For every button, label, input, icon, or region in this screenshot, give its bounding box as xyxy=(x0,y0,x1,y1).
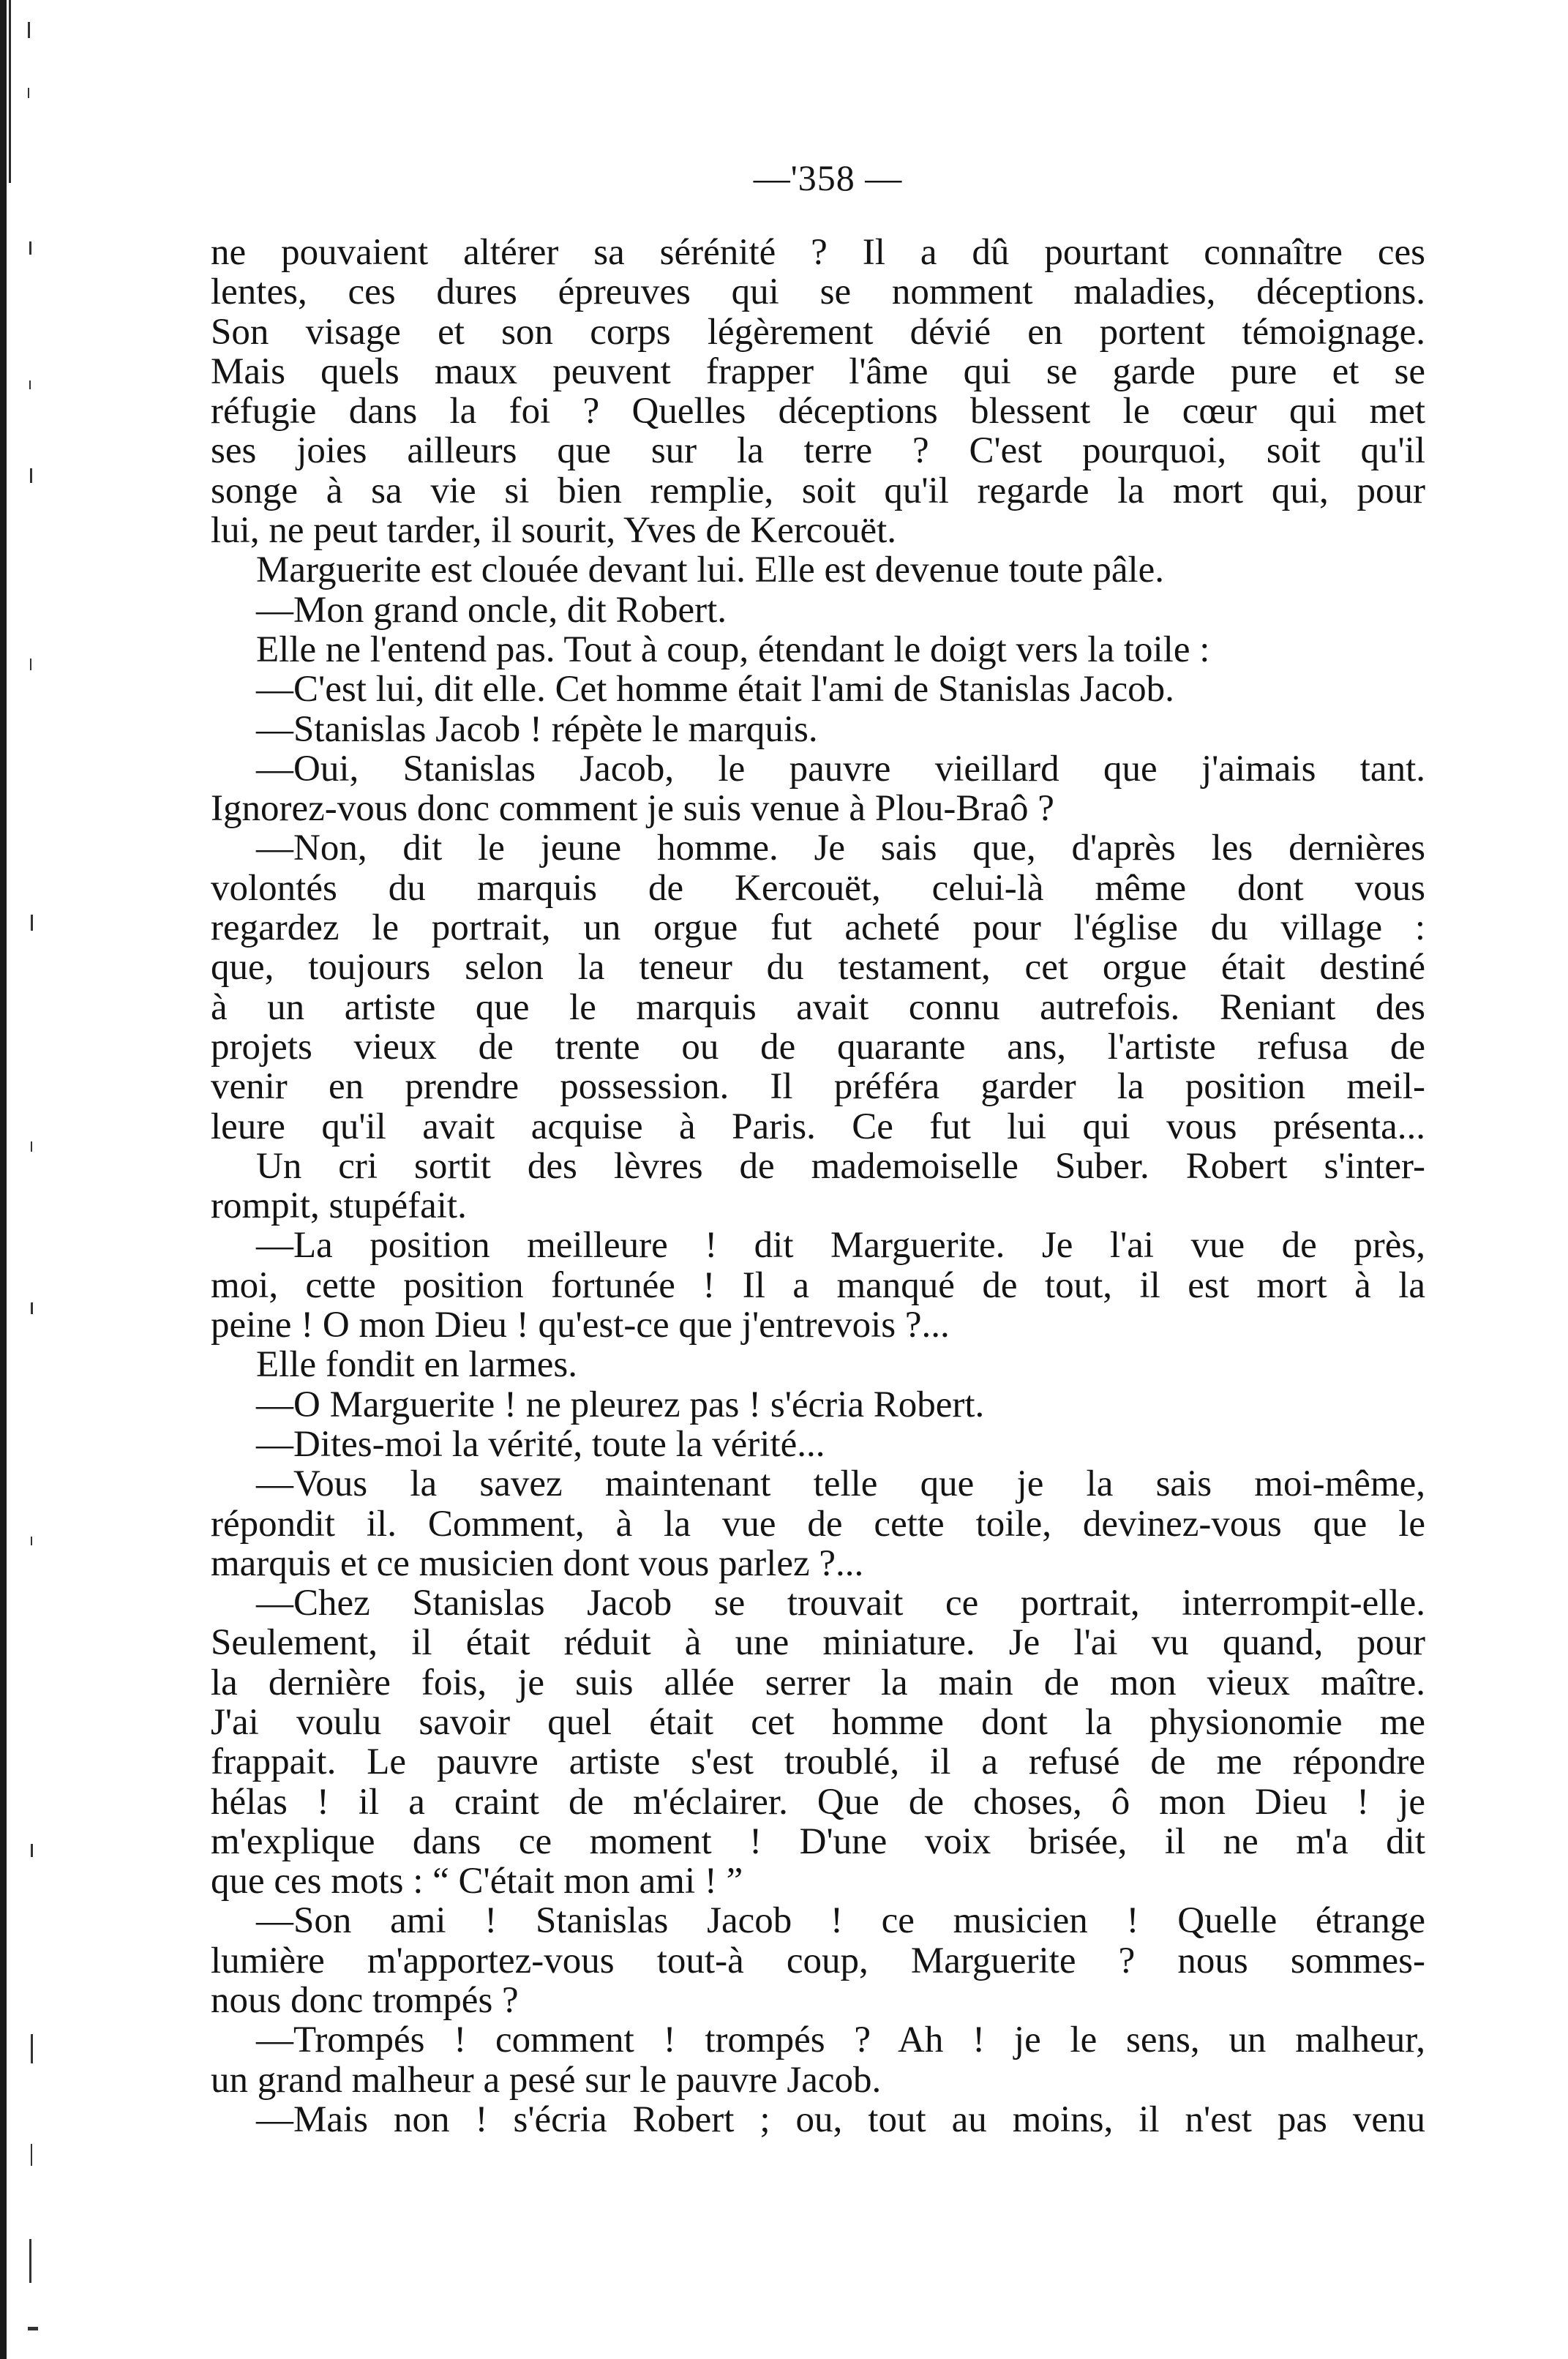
text-line: rompit, stupéfait. xyxy=(211,1185,467,1227)
text-line: lentes, ces dures épreuves qui se nomment maladies, déceptions. xyxy=(211,271,1425,313)
text-line: répondit il. Comment, à la vue de cette toile, devinez-vous que le xyxy=(211,1503,1425,1545)
text-line: —O Marguerite ! ne pleurez pas ! s'écria Robert. xyxy=(256,1384,985,1425)
text-line: que ces mots : “ C'était mon ami ! ” xyxy=(211,1861,743,1902)
scanned-page-edge xyxy=(0,0,44,2359)
page-number xyxy=(0,157,1568,199)
text-line: volontés du marquis de Kercouët, celui-là même dont vous xyxy=(211,867,1425,909)
text-line: nous donc trompés ? xyxy=(211,1980,519,2022)
text-line: —Trompés ! comment ! trompés ? Ah ! je le sens, un malheur, xyxy=(256,2019,1425,2061)
text-line: lui, ne peut tarder, il sourit, Yves de Kercouët. xyxy=(211,510,897,552)
text-line: hélas ! il a craint de m'éclairer. Que de choses, ô mon Dieu ! je xyxy=(211,1781,1425,1823)
text-line: projets vieux de trente ou de quarante ans, l'artiste refusa de xyxy=(211,1026,1425,1068)
text-line: peine ! O mon Dieu ! qu'est-ce que j'entrevois ?... xyxy=(211,1305,950,1346)
text-line: —Mais non ! s'écria Robert ; ou, tout au moins, il n'est pas venu xyxy=(256,2099,1425,2140)
text-line: la dernière fois, je suis allée serrer la main de mon vieux maître. xyxy=(211,1662,1425,1703)
text-line: que, toujours selon la teneur du testament, cet orgue était destiné xyxy=(211,947,1425,989)
text-line: frappait. Le pauvre artiste s'est troublé, il a refusé de me répondre xyxy=(211,1741,1425,1783)
text-line: Son visage et son corps légèrement dévié en portent témoignage. xyxy=(211,311,1425,353)
text-line: ne pouvaient altérer sa sérénité ? Il a dû pourtant connaître ces xyxy=(211,232,1425,273)
text-line: —Stanislas Jacob ! répète le marquis. xyxy=(256,708,818,750)
body-text xyxy=(211,233,1425,2139)
page-number-text: —'358 — xyxy=(753,157,903,198)
text-line: à un artiste que le marquis avait connu autrefois. Reniant des xyxy=(211,986,1425,1028)
text-line: réfugie dans la foi ? Quelles déceptions blessent le cœur qui met xyxy=(211,391,1425,432)
text-line: Mais quels maux peuvent frapper l'âme qui se garde pure et se xyxy=(211,350,1425,392)
text-line: moi, cette position fortunée ! Il a manqué de tout, il est mort à la xyxy=(211,1264,1425,1306)
text-line: Elle ne l'entend pas. Tout à coup, étendant le doigt vers la toile : xyxy=(256,629,1210,670)
text-line: Un cri sortit des lèvres de mademoiselle Suber. Robert s'inter- xyxy=(256,1145,1425,1187)
text-line: —La position meilleure ! dit Marguerite. Je l'ai vue de près, xyxy=(256,1225,1425,1267)
text-line: —Vous la savez maintenant telle que je la sais moi-même, xyxy=(256,1463,1425,1505)
text-line: Marguerite est clouée devant lui. Elle est devenue toute pâle. xyxy=(256,550,1165,591)
text-line: marquis et ce musicien dont vous parlez ?... xyxy=(211,1542,864,1584)
text-line: —Dites-moi la vérité, toute la vérité... xyxy=(256,1423,825,1465)
text-line: m'explique dans ce moment ! D'une voix brisée, il ne m'a dit xyxy=(211,1820,1425,1862)
text-line: J'ai voulu savoir quel était cet homme dont la physionomie me xyxy=(211,1701,1425,1743)
text-line: venir en prendre possession. Il préféra garder la position meil- xyxy=(211,1066,1425,1108)
text-line: Elle fondit en larmes. xyxy=(256,1344,578,1386)
text-line: regardez le portrait, un orgue fut acheté pour l'église du village : xyxy=(211,907,1425,949)
text-line: —Chez Stanislas Jacob se trouvait ce portrait, interrompit-elle. xyxy=(256,1583,1425,1624)
text-line: —Oui, Stanislas Jacob, le pauvre vieillard que j'aimais tant. xyxy=(256,748,1425,790)
text-line: —Son ami ! Stanislas Jacob ! ce musicien ! Quelle étrange xyxy=(256,1900,1425,1942)
text-line: Ignorez-vous donc comment je suis venue à Plou-Braô ? xyxy=(211,788,1054,830)
text-line: ses joies ailleurs que sur la terre ? C'est pourquoi, soit qu'il xyxy=(211,430,1425,472)
text-line: songe à sa vie si bien remplie, soit qu'il regarde la mort qui, pour xyxy=(211,470,1425,511)
text-line: —C'est lui, dit elle. Cet homme était l'ami de Stanislas Jacob. xyxy=(256,669,1174,710)
text-line: lumière m'apportez-vous tout-à coup, Marguerite ? nous sommes- xyxy=(211,1940,1425,1981)
text-line: —Non, dit le jeune homme. Je sais que, d'après les dernières xyxy=(256,828,1425,869)
text-line: Seulement, il était réduit à une miniature. Je l'ai vu quand, pour xyxy=(211,1622,1425,1664)
text-line: un grand malheur a pesé sur le pauvre Jacob. xyxy=(211,2059,882,2101)
text-line: leure qu'il avait acquise à Paris. Ce fut lui qui vous présenta... xyxy=(211,1106,1425,1147)
text-line: —Mon grand oncle, dit Robert. xyxy=(256,589,727,631)
